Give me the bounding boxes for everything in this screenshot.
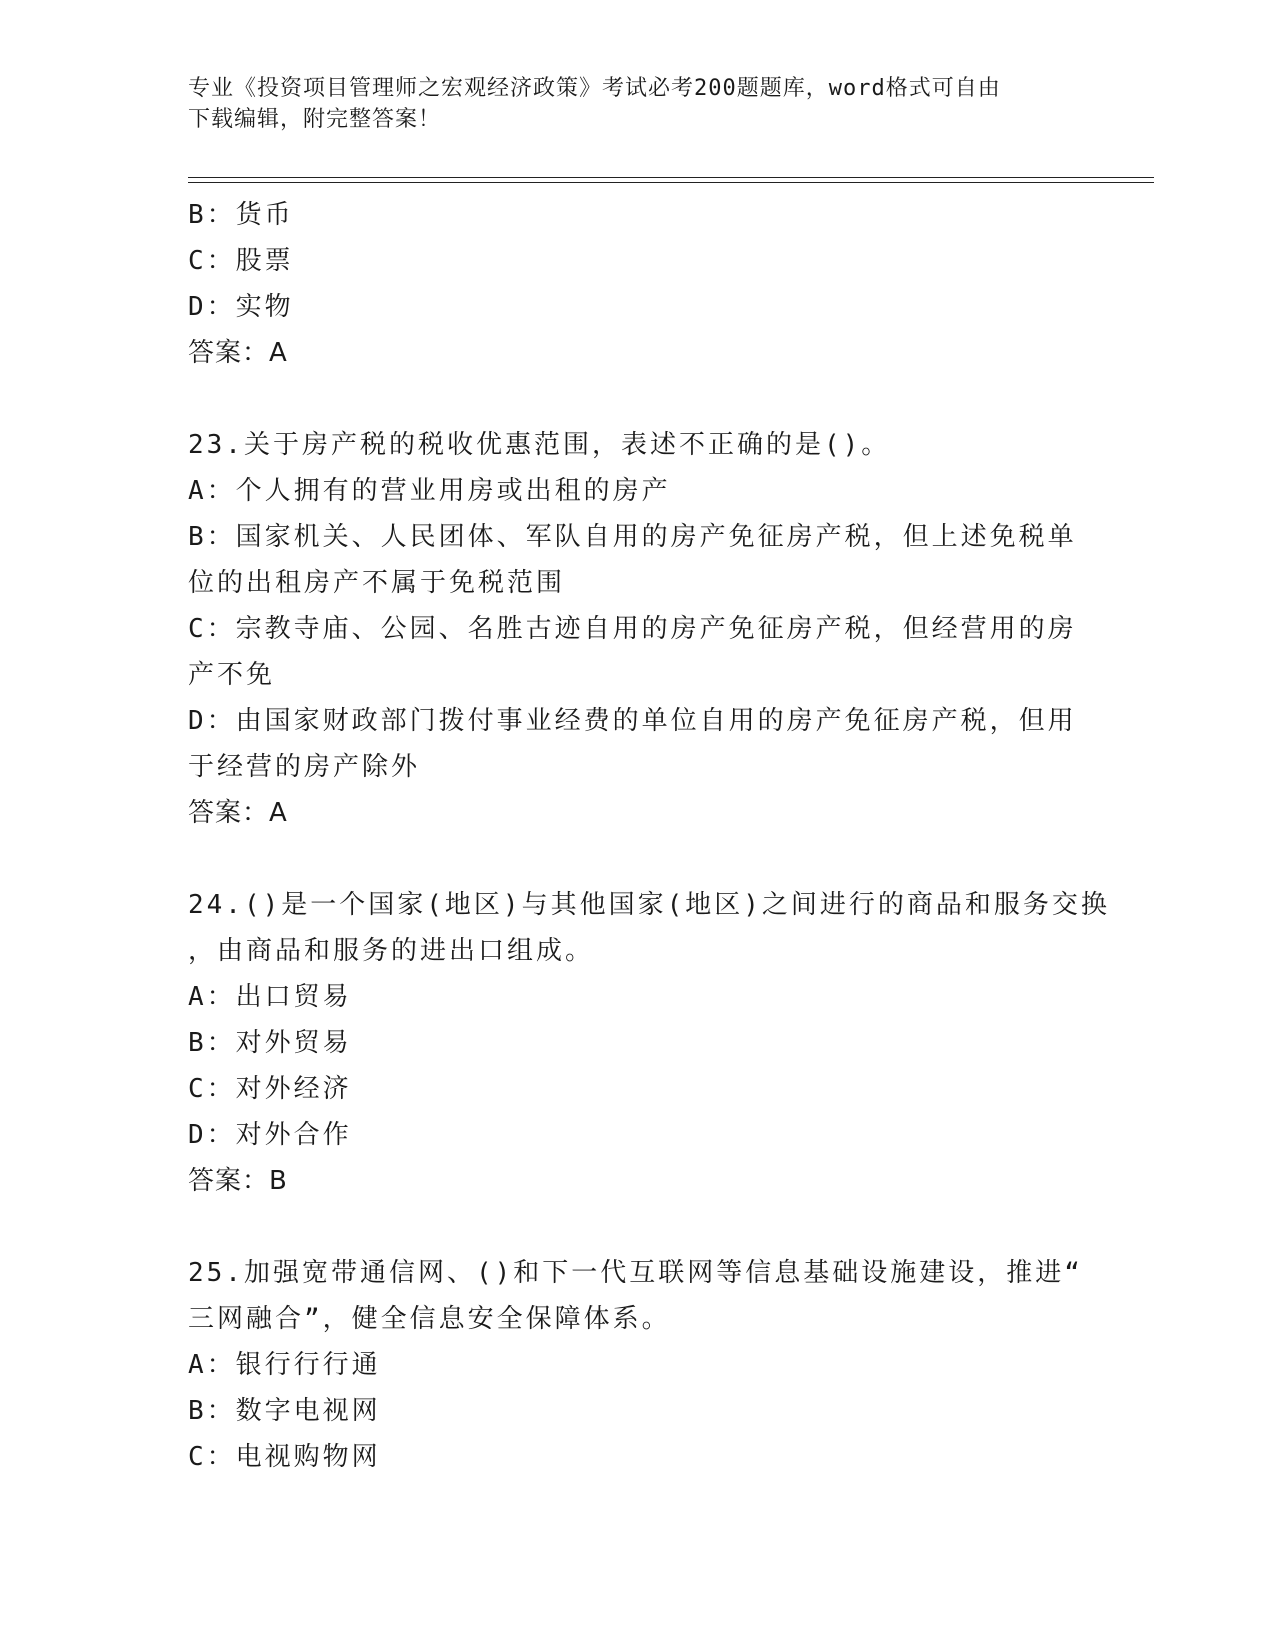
option-a: A：个人拥有的营业用房或出租的房产 bbox=[188, 476, 671, 506]
option-c: C：股票 bbox=[188, 246, 294, 276]
answer-line: 答案：A bbox=[188, 798, 288, 828]
question-22-tail bbox=[188, 192, 1088, 376]
question-stem-line-2: 三网融合”，健全信息安全保障体系。 bbox=[188, 1304, 671, 1334]
header-rule-bottom bbox=[188, 182, 1154, 183]
option-a: A：出口贸易 bbox=[188, 982, 352, 1012]
question-stem-line-1: 24.()是一个国家(地区)与其他国家(地区)之间进行的商品和服务交换 bbox=[188, 890, 1110, 920]
question-24 bbox=[188, 882, 1110, 1204]
header-line-2: 下载编辑，附完整答案！ bbox=[188, 107, 442, 132]
question-stem: 23.关于房产税的税收优惠范围，表述不正确的是()。 bbox=[188, 430, 891, 460]
answer-line: 答案：B bbox=[188, 1166, 288, 1196]
option-d: D：实物 bbox=[188, 292, 294, 322]
question-content bbox=[188, 192, 1110, 1480]
question-stem-line-1: 25.加强宽带通信网、()和下一代互联网等信息基础设施建设，推进“ bbox=[188, 1258, 1083, 1288]
header-line-1: 专业《投资项目管理师之宏观经济政策》考试必考200题题库，word格式可自由 bbox=[188, 76, 1001, 101]
option-b: B：对外贸易 bbox=[188, 1028, 352, 1058]
option-d: D：对外合作 bbox=[188, 1120, 352, 1150]
option-b: B：货币 bbox=[188, 200, 294, 230]
header-rule-top bbox=[188, 177, 1154, 178]
question-stem-line-2: ，由商品和服务的进出口组成。 bbox=[188, 936, 595, 966]
option-c: C：对外经济 bbox=[188, 1074, 352, 1104]
spacer bbox=[188, 836, 1088, 882]
spacer bbox=[188, 376, 1088, 422]
option-b-line-1: B：国家机关、人民团体、军队自用的房产免征房产税，但上述免税单 bbox=[188, 522, 1077, 552]
option-d-line-2: 于经营的房产除外 bbox=[188, 752, 421, 782]
document-header bbox=[188, 73, 1068, 135]
question-23 bbox=[188, 422, 1088, 836]
option-b: B：数字电视网 bbox=[188, 1396, 381, 1426]
answer-line: 答案：A bbox=[188, 338, 288, 368]
question-25 bbox=[188, 1250, 1088, 1480]
option-c-line-2: 产不免 bbox=[188, 660, 276, 690]
option-a: A：银行行行通 bbox=[188, 1350, 381, 1380]
option-d-line-1: D：由国家财政部门拨付事业经费的单位自用的房产免征房产税，但用 bbox=[188, 706, 1077, 736]
option-c-line-1: C：宗教寺庙、公园、名胜古迹自用的房产免征房产税，但经营用的房 bbox=[188, 614, 1077, 644]
option-b-line-2: 位的出租房产不属于免税范围 bbox=[188, 568, 566, 598]
option-c: C：电视购物网 bbox=[188, 1442, 381, 1472]
spacer bbox=[188, 1204, 1088, 1250]
